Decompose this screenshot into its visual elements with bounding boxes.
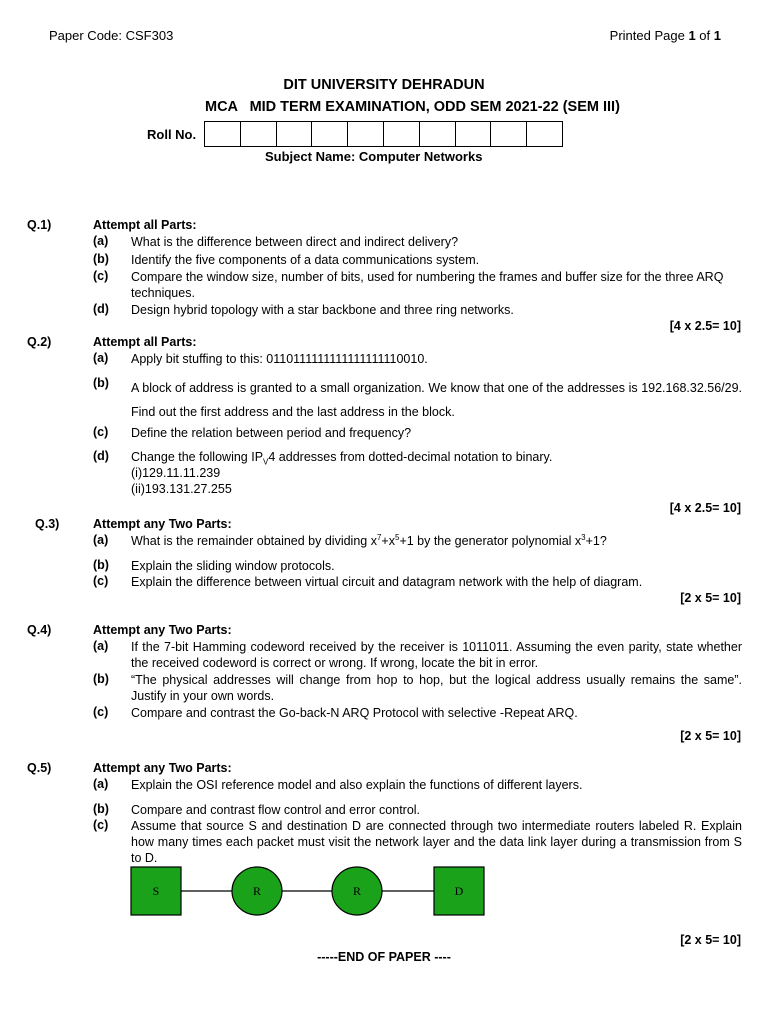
question-instruction: Attempt any Two Parts: xyxy=(93,761,232,775)
roll-no-cell[interactable] xyxy=(205,122,241,146)
part-text: Compare and contrast the Go-back-N ARQ Protocol with selective -Repeat ARQ. xyxy=(131,706,578,720)
roll-no-cell[interactable] xyxy=(348,122,384,146)
part-label: (a) xyxy=(93,351,109,365)
question-instruction: Attempt all Parts: xyxy=(93,335,197,349)
part-label: (a) xyxy=(93,639,109,653)
part-text: Compare and contrast flow control and error control. xyxy=(131,803,421,817)
network-diagram xyxy=(128,864,490,923)
part-text: Apply bit stuffing to this: 0110111111111111111110010. xyxy=(131,352,428,366)
end-of-paper: -----END OF PAPER ---- xyxy=(317,950,451,964)
part-label: (c) xyxy=(93,574,109,588)
roll-no-cell[interactable] xyxy=(312,122,348,146)
part-label: (b) xyxy=(93,672,109,686)
roll-no-cell[interactable] xyxy=(277,122,313,146)
part-text: A block of address is granted to a small organization. We know that one of the addresses is 192.168.32.56/29. Find out the first address and the last address in the block. xyxy=(131,381,742,419)
roll-no-cell[interactable] xyxy=(456,122,492,146)
marks: [2 x 5= 10] xyxy=(680,729,741,743)
part-text: Explain the difference between virtual circuit and datagram network with the help of diagram. xyxy=(131,575,643,589)
part-label: (b) xyxy=(93,252,109,266)
roll-no-cell[interactable] xyxy=(491,122,527,146)
part-label: (a) xyxy=(93,777,109,791)
part-label: (a) xyxy=(93,533,109,547)
node-label: R xyxy=(352,884,362,898)
part-text: Design hybrid topology with a star backbone and three ring networks. xyxy=(131,303,514,317)
roll-no-label: Roll No. xyxy=(147,127,197,142)
marks: [4 x 2.5= 10] xyxy=(669,501,741,515)
part-text: Explain the OSI reference model and also explain the functions of different layers. xyxy=(131,778,583,792)
part-text: Compare the window size, number of bits, used for numbering the frames and buffer size for the three ARQ techniques. xyxy=(131,270,724,300)
marks: [2 x 5= 10] xyxy=(680,591,741,605)
marks: [4 x 2.5= 10] xyxy=(669,319,741,333)
paper-code: Paper Code: CSF303 xyxy=(49,28,174,43)
question-number: Q.1) xyxy=(27,218,52,232)
node-label: S xyxy=(152,884,160,898)
question-instruction: Attempt any Two Parts: xyxy=(93,623,232,637)
part-label: (c) xyxy=(93,269,109,283)
question-instruction: Attempt any Two Parts: xyxy=(93,517,232,531)
university-name: DIT UNIVERSITY DEHRADUN xyxy=(283,77,485,93)
part-subitem: (i)129.11.11.239 xyxy=(131,466,221,480)
part-text: Change the following $IP_V4$ addresses from dotted-decimal notation to binary. xyxy=(131,450,553,467)
question-number: Q.4) xyxy=(27,623,52,637)
printed-page: Printed Page 1 of 1 xyxy=(609,28,721,43)
question-number: Q.2) xyxy=(27,335,52,349)
marks: [2 x 5= 10] xyxy=(680,933,741,947)
part-subitem: (ii)193.131.27.255 xyxy=(131,482,232,496)
roll-no-cell[interactable] xyxy=(420,122,456,146)
part-label: (b) xyxy=(93,376,109,390)
part-label: (d) xyxy=(93,449,109,463)
question-number: Q.3) xyxy=(35,517,60,531)
part-text: Identify the five components of a data communications system. xyxy=(131,253,480,267)
part-label: (d) xyxy=(93,302,109,316)
part-text: What is the remainder obtained by dividing $x^7+x^5+1$ by the generator polynomial $x^3+1$? xyxy=(131,532,607,548)
subject-name: Subject Name: Computer Networks xyxy=(265,149,483,164)
part-label: (b) xyxy=(93,558,109,572)
roll-no-cell[interactable] xyxy=(241,122,277,146)
part-label: (c) xyxy=(93,818,109,832)
node-label: D xyxy=(454,884,464,898)
roll-no-cell[interactable] xyxy=(384,122,420,146)
part-label: (c) xyxy=(93,705,109,719)
roll-no-cell[interactable] xyxy=(527,122,562,146)
part-text: Explain the sliding window protocols. xyxy=(131,559,335,573)
part-label: (b) xyxy=(93,802,109,816)
roll-no-boxes[interactable] xyxy=(204,121,563,147)
part-text: If the 7-bit Hamming codeword received by the receiver is 1011011. Assuming the even parity, state whether the received codeword is correct or wrong. If wrong, locate the bit in error. xyxy=(131,640,742,670)
question-number: Q.5) xyxy=(27,761,52,775)
part-label: (a) xyxy=(93,234,109,248)
part-text: Define the relation between period and frequency? xyxy=(131,426,412,440)
part-label: (c) xyxy=(93,425,109,439)
part-text: Assume that source S and destination D are connected through two intermediate routers labeled R. Explain how many times each packet must visit the network layer and the data link layer during a transmission from S to D. xyxy=(131,819,742,865)
exam-title: MCA MID TERM EXAMINATION, ODD SEM 2021-22 (SEM III) xyxy=(205,99,620,115)
node-label: R xyxy=(252,884,262,898)
question-instruction: Attempt all Parts: xyxy=(93,218,197,232)
part-text: “The physical addresses will change from hop to hop, but the logical address usually remains the same”. Justify in your own words. xyxy=(131,673,742,703)
network-diagram-svg xyxy=(128,864,490,920)
part-text: What is the difference between direct and indirect delivery? xyxy=(131,235,459,249)
